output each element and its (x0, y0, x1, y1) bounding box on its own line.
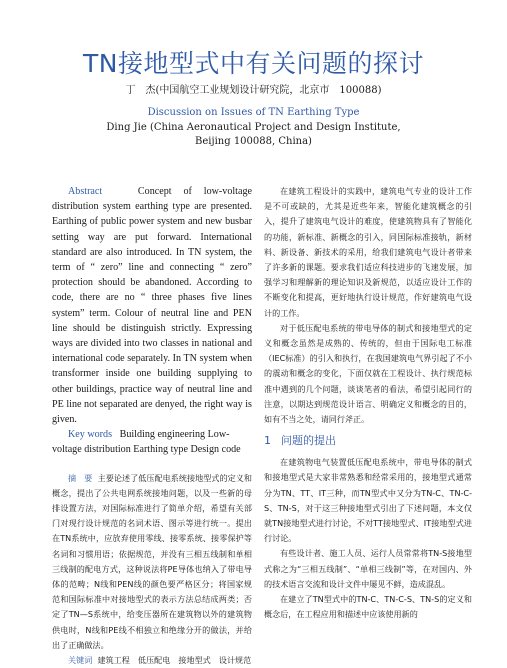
abstract-en (52, 184, 252, 427)
keywords-cn-label: 关键词 (68, 655, 93, 666)
abstract-cn (52, 471, 252, 653)
author-en-line1: Ding Jie (China Aeronautical Project and Design Institute, (106, 122, 401, 133)
keywords-en-text: Building engineering Low-voltage distribution Earthing type Design code (52, 429, 241, 456)
author-affiliation-en (0, 121, 507, 149)
author-affiliation-cn: 丁 杰(中国航空工业规划设计研究院，北京市 100088) (125, 85, 382, 96)
section-heading (264, 433, 472, 449)
body-paragraph: 对于低压配电系统的带电导体的制式和接地型式的定义和概念虽然是成熟的、传统的，但由于国际电工标准（IEC标准）的引入和执行，在我国建筑电气界引起了不小的震动和概念的变化，下面仅就在工程设计、执行规范标准中遇到的几个问题，谈谈笔者的看法，希望引起同行的注意，以期达到规范设计语言、明确定义和概念的目的，如有不当之处，请同行斧正。 (264, 322, 472, 425)
abstract-cn-text: 主要论述了低压配电系统接地型式的定义和概念，提出了公共电网系统接地问题，以及一些新的母排设置方法，对国际标准进行了简单介绍，希望有关部门对现行设计规范的名词术语、图示等进行统一。提出在TN系统中，应放弃使用零线、接零系统、接零保护等名词和习惯用语；依据规范，并没有三相五线制和单相三线制的配电方式，这种说法将PE导体也纳入了带电导体的范畴；N线和PEN线的颜色要严格区分；将国家规范和国际标准中对接地型式的表示方法总结成两类；否定了TN—S系统中，给变压器所在建筑物以外的建筑物供电时，N线和PE线不相独立和绝缘分开的做法，并给出了正确做法。 (52, 472, 252, 650)
body-paragraph: 在建筑物电气装置低压配电系统中，带电导体的制式和接地型式是大家非常熟悉和经常采用的，接地型式通常分为TN、TT、IT三种，而TN型式中又分为TN-C、TN-C-S、TN-S，对于这三种接地型式引出了下述问题，本文仅就TN接地型式进行讨论，不对TT接地型式、IT接地型式进行讨论。 (264, 457, 472, 544)
author-en-line2: Beijing 100088, China) (195, 136, 312, 147)
body-paragraph: 在建立了TN型式中的TN-C、TN-C-S、TN-S的定义和概念后，在工程应用和描述中应该使用新的 (264, 594, 472, 620)
keywords-en-label: Key words (68, 429, 113, 441)
body-paragraph: 有些设计者、施工人员、运行人员常常将TN-S接地型式称之为“三相五线制”、“单相三线制”等，在对国内、外的技术语言交流和设计文件中屡见不鲜，造成混乱。 (264, 548, 472, 589)
keywords-cn-text: 建筑工程 低压配电 接地型式 设计规范 (97, 655, 252, 666)
left-column (52, 184, 252, 668)
abstract-en-text: Concept of low-voltage distribution system earthing type are presented. Earthing of public power system and new busbar setting way are put forward. International standard are also introduced. In TN system, the term of “ zero” line and connecting “ zero” protection should be abandoned. According to code, there are no “ three phases five lines system” term. Colour of neutral line and PEN line should be distinguish strictly. Expressing ways are divided into two classes in national and international code separately. In TN system when transformer inside one building supplying to other buildings, practice way of neutral line and PE line not separated are denyed, the right way is given. (52, 186, 252, 426)
paper-title-en: Discussion on Issues of TN Earthing Type (147, 107, 360, 118)
section-number: 1 (264, 434, 271, 448)
section-title: 问题的提出 (281, 434, 336, 448)
abstract-en-label: Abstract (68, 186, 103, 197)
abstract-cn-label: 摘 要 (68, 472, 93, 483)
body-paragraph: 在建筑工程设计的实践中，建筑电气专业的设计工作是不可或缺的，尤其是近些年来，智能化建筑概念的引入，提升了建筑电气设计的难度，使建筑物具有了智能化的功能，新标准、新概念的引入，同国际标准接轨，新材料、新设备、新技术的采用，给我们建筑电气设计者带来了许多新的课题。要求我们适应科技进步的飞速发展，加强学习和理解新的理论知识及新规范，以适应设计工作的不断变化和提高，更好地执行设计规范，作好建筑电气设计的工作。 (264, 186, 472, 318)
paper-title-cn: TN接地型式中有关问题的探讨 (83, 49, 424, 78)
keywords-cn (52, 653, 252, 668)
keywords-en (52, 427, 252, 457)
right-column (264, 184, 472, 622)
